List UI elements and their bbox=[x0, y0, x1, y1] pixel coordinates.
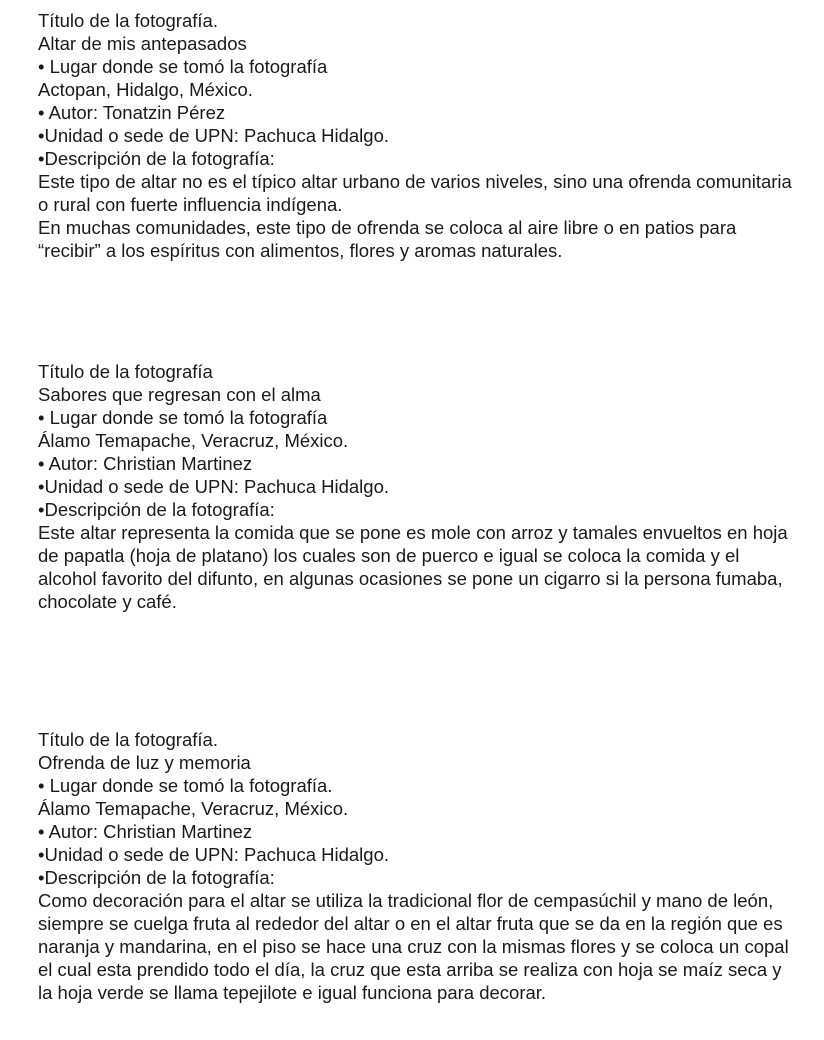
photo-unit: •Unidad o sede de UPN: Pachuca Hidalgo. bbox=[38, 125, 389, 146]
description-paragraph: Este tipo de altar no es el típico altar urbano de varios niveles, sino una ofrenda comunitaria o rural con fuerte influencia indígena. bbox=[38, 171, 792, 215]
photo-description bbox=[38, 889, 798, 1004]
photo-unit: •Unidad o sede de UPN: Pachuca Hidalgo. bbox=[38, 476, 389, 497]
title-label: Título de la fotografía. bbox=[38, 729, 218, 750]
description-label: •Descripción de la fotografía: bbox=[38, 499, 275, 520]
photo-description bbox=[38, 521, 798, 613]
description-paragraph: En muchas comunidades, este tipo de ofrenda se coloca al aire libre o en patios para “recibir” a los espíritus con alimentos, flores y aromas naturales. bbox=[38, 217, 737, 261]
photo-author: • Autor: Christian Martinez bbox=[38, 821, 253, 842]
photo-place: Álamo Temapache, Veracruz, México. bbox=[38, 430, 349, 451]
photo-entry-1 bbox=[38, 9, 798, 262]
title-label: Título de la fotografía bbox=[38, 361, 213, 382]
place-label: • Lugar donde se tomó la fotografía bbox=[38, 407, 328, 428]
photo-title: Sabores que regresan con el alma bbox=[38, 384, 321, 405]
photo-entry-2 bbox=[38, 360, 798, 613]
photo-description bbox=[38, 170, 798, 262]
place-label: • Lugar donde se tomó la fotografía bbox=[38, 56, 328, 77]
photo-unit: •Unidad o sede de UPN: Pachuca Hidalgo. bbox=[38, 844, 389, 865]
description-label: •Descripción de la fotografía: bbox=[38, 867, 275, 888]
photo-author: • Autor: Christian Martinez bbox=[38, 453, 253, 474]
photo-place: Álamo Temapache, Veracruz, México. bbox=[38, 798, 349, 819]
photo-entry-3 bbox=[38, 728, 798, 1004]
place-label: • Lugar donde se tomó la fotografía. bbox=[38, 775, 333, 796]
photo-place: Actopan, Hidalgo, México. bbox=[38, 79, 253, 100]
title-label: Título de la fotografía. bbox=[38, 10, 218, 31]
description-paragraph: Como decoración para el altar se utiliza la tradicional flor de cempasúchil y mano de león, siempre se cuelga fruta al rededor del altar o en el altar fruta que se da en la región que es naranja y mandarina, en el piso se hace una cruz con la mismas flores y se coloca un copal el cual esta prendido todo el día, la cruz que esta arriba se realiza con hoja se maíz seca y la hoja verde se llama tepejilote e igual funciona para decorar. bbox=[38, 890, 789, 1003]
photo-author: • Autor: Tonatzin Pérez bbox=[38, 102, 226, 123]
description-paragraph: Este altar representa la comida que se pone es mole con arroz y tamales envueltos en hoja de papatla (hoja de platano) los cuales son de puerco e igual se coloca la comida y el alcohol favorito del difunto, en algunas ocasiones se pone un cigarro si la persona fumaba, chocolate y café. bbox=[38, 522, 788, 612]
description-label: •Descripción de la fotografía: bbox=[38, 148, 275, 169]
photo-title: Ofrenda de luz y memoria bbox=[38, 752, 251, 773]
photo-title: Altar de mis antepasados bbox=[38, 33, 247, 54]
